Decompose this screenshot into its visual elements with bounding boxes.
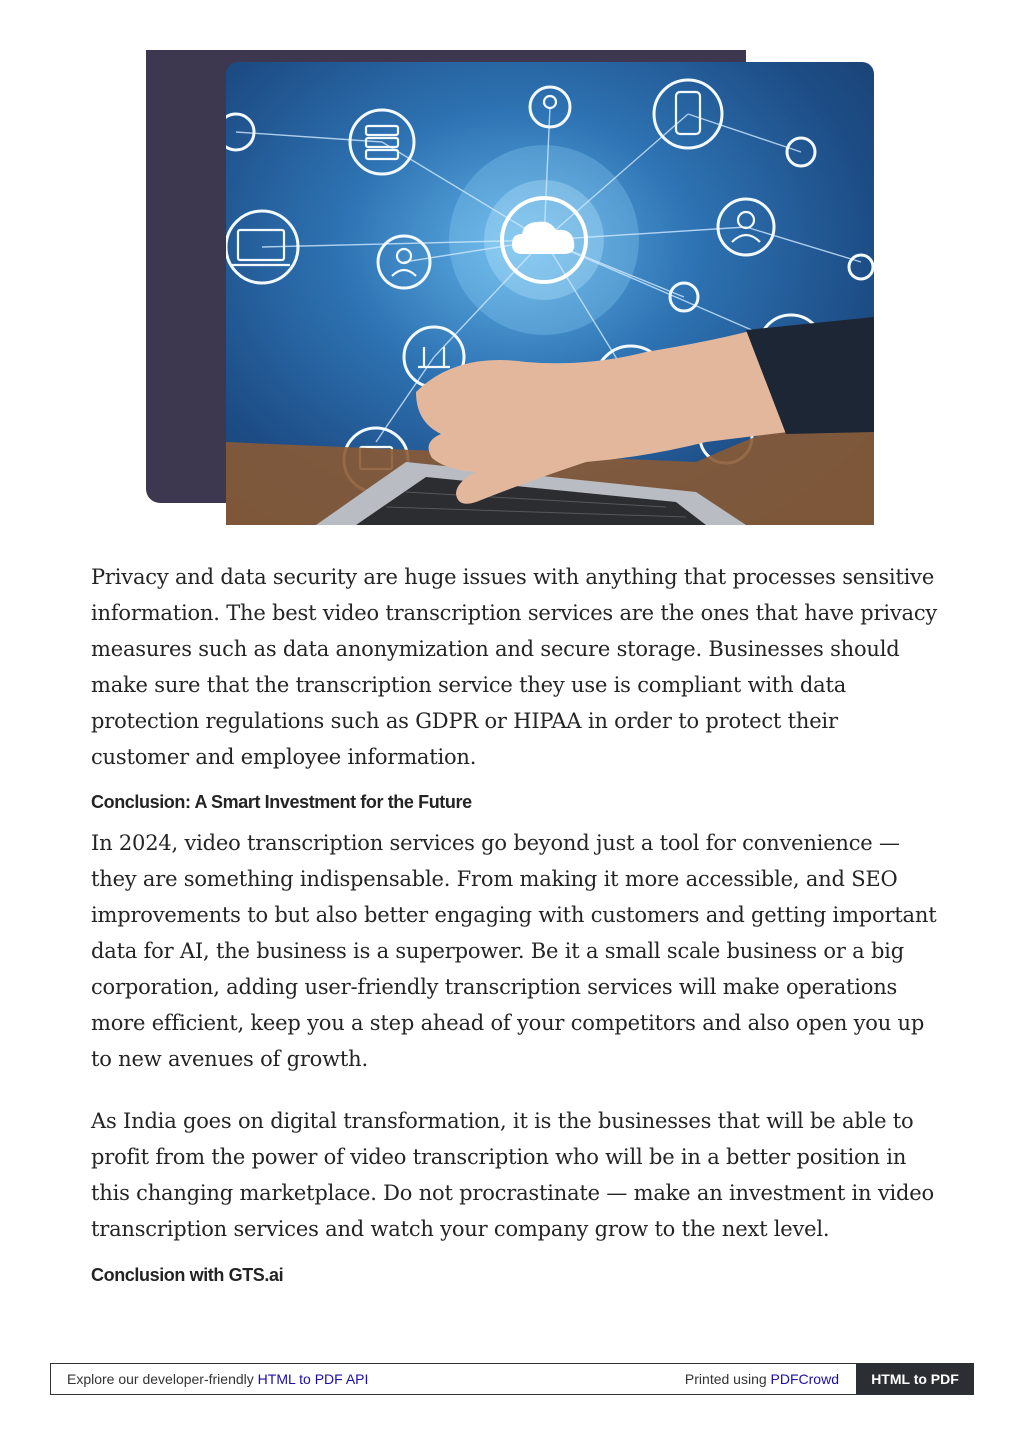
footer-printed-text: Printed using	[684, 1371, 771, 1387]
pdfcrowd-footer-bar	[50, 1363, 974, 1395]
cloud-network-illustration	[226, 62, 874, 525]
paragraph-privacy: Privacy and data security are huge issues with anything that processes sensitive information. The best video transcription services are the ones that have privacy measures such as data anonymization and secure storage. Businesses should make sure that the transcription service they use is compliant with data protection regulations such as GDPR or HIPAA in order to protect their customer and employee information.	[91, 565, 938, 769]
footer-explore-text: Explore our developer-friendly	[67, 1371, 258, 1387]
paragraph-india-transformation: As India goes on digital transformation, it is the businesses that will be able to profit from the power of video transcription who will be in a better position in this changing marketplace. Do not procrastinate — make an investment in video transcription services and watch your company grow to the next level.	[91, 1109, 934, 1241]
hero-image	[146, 50, 874, 525]
paragraph-2024-transcription: In 2024, video transcription services go beyond just a tool for convenience — they are something indispensable. From making it more accessible, and SEO improvements to but also better engaging with customers and getting important data for AI, the business is a superpower. Be it a small scale business or a big corporation, adding user-friendly transcription services will make operations more efficient, keep you a step ahead of your competitors and also open you up to new avenues of growth.	[91, 831, 937, 1071]
pdfcrowd-link[interactable]: PDFCrowd	[770, 1371, 839, 1387]
footer-printed-using	[685, 1371, 839, 1387]
heading-conclusion-gts: Conclusion with GTS.ai	[91, 1265, 284, 1285]
heading-conclusion-smart-investment: Conclusion: A Smart Investment for the Future	[91, 792, 472, 812]
footer-explore	[67, 1371, 368, 1387]
html-to-pdf-api-link[interactable]: HTML to PDF API	[257, 1371, 369, 1387]
html-to-pdf-button[interactable]: HTML to PDF	[856, 1363, 974, 1395]
